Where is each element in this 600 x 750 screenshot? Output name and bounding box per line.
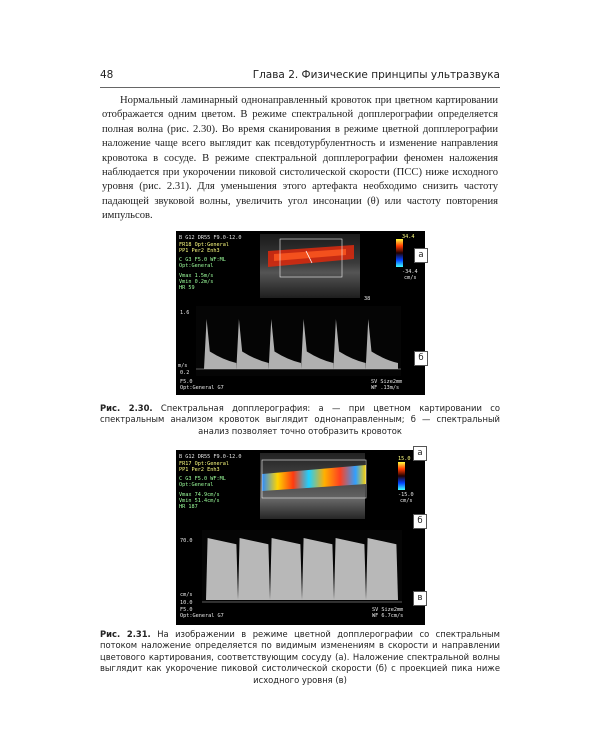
bottom-left-1: F5.0: [180, 379, 193, 385]
caption1-text: Спектральная допплерография: а — при цветном картировании со спектральным анализом кровоток выглядит однонаправленным; б — спектральный анализ позволяет точно отобразить кровоток: [100, 403, 500, 436]
page-number: 48: [100, 69, 114, 81]
axis-unit: cm/s: [180, 592, 193, 598]
bottom-right-2: WF .13m/s: [371, 385, 400, 391]
overlay-line5: Opt:General: [179, 263, 214, 269]
axis-bottom: 10.0: [180, 600, 193, 606]
bottom-right-1: SV Size2mm: [372, 607, 404, 613]
scale-bottom: -15.0: [398, 492, 414, 498]
waveform-cycle: [334, 538, 366, 600]
waveform-cycle: [270, 538, 302, 600]
figure-2-31-svg: [176, 450, 425, 625]
fig2-label-c: в: [413, 591, 427, 606]
figure-2-30-caption: [100, 403, 500, 437]
overlay-line5: Opt:General: [179, 482, 214, 488]
scale-top: 15.0: [398, 456, 411, 462]
figure-2-30-svg: [176, 231, 425, 395]
overlay-line2: FR17 Opt:General: [179, 461, 229, 467]
overlay-line4: C G3 F5.0 WF:ML: [179, 476, 226, 482]
scale-unit: cm/s: [400, 498, 413, 504]
axis-bottom: 0.2: [180, 370, 190, 376]
overlay-line3: PP1 Per2 Enh3: [179, 248, 220, 254]
overlay-line6: Vmax 1.5m/s: [179, 273, 214, 279]
depth-label: 38: [364, 296, 371, 302]
overlay-line8: HR 187: [179, 504, 198, 510]
waveform-cycle: [302, 538, 334, 600]
overlay-line2: FR18 Opt:General: [179, 242, 229, 248]
caption1-label: Рис. 2.30.: [100, 403, 153, 413]
overlay-line7: Vmin 0.2m/s: [179, 279, 214, 285]
bottom-right-2: WF 6.7cm/s: [372, 613, 404, 619]
axis-top: 70.0: [180, 538, 193, 544]
header-divider: [100, 87, 500, 88]
scale-top: 34.4: [402, 234, 415, 240]
overlay-line3: PP1 Per2 Enh3: [179, 467, 220, 473]
waveform-cycle: [206, 538, 238, 600]
color-scale-bar: [396, 239, 403, 267]
overlay-line8: HR 59: [179, 285, 195, 291]
overlay-line7: Vmin 51.4cm/s: [179, 498, 220, 504]
figure-2-31-caption: [100, 629, 500, 686]
scale-unit: cm/s: [404, 275, 417, 281]
caption2-text: На изображении в режиме цветной допплерографии со спектральным потоком наложение определяется по видимым изменениям в скорости и направлении цветового картирования, соответствующим сосуду (а). Наложение спектральной волны выглядит как укорочение пиковой систолической скорости (б) с проекцией пика ниже исходного уровня (в): [100, 629, 500, 685]
axis-top: 1.6: [180, 310, 190, 316]
fig2-label-b: б: [413, 514, 427, 529]
figure-2-31-image: [176, 450, 425, 625]
bottom-right-1: SV Size2mm: [371, 379, 403, 385]
fig1-label-b: б: [414, 351, 428, 366]
fig1-label-a: а: [414, 248, 428, 263]
axis-unit: m/s: [178, 363, 188, 369]
bottom-left-1: F5.0: [180, 607, 193, 613]
overlay-line1: B G12 DR55 F9.0-12.0: [179, 454, 242, 460]
fig2-label-a: а: [413, 446, 427, 461]
waveform-cycle: [366, 538, 398, 600]
overlay-line6: Vmax 74.9cm/s: [179, 492, 220, 498]
figure-2-30-image: [176, 231, 425, 395]
scale-bottom: -34.4: [402, 269, 418, 275]
waveform-cycle: [238, 538, 270, 600]
caption2-label: Рис. 2.31.: [100, 629, 151, 639]
chapter-title: Глава 2. Физические принципы ультразвука: [252, 69, 500, 81]
overlay-line4: C G3 F5.0 WF:ML: [179, 257, 226, 263]
overlay-line1: B G12 DR55 F9.0-12.0: [179, 235, 242, 241]
color-scale-bar: [398, 462, 405, 490]
body-paragraph: Нормальный ламинарный однонаправленный кровоток при цветном картировании отображается одним цветом. В режиме спектральной допплерографии определяется полная волна (рис. 2.30). Во время сканирования в режиме цветной допплерографии наложение чаще всего выглядит как псевдотурбулентность и изменение направления кровотока в сосуде. В режиме спектральной допплерографии феномен наложения наблюдается при укорочении пиковой систолической скорости (ПСС) ниже исходного уровня (рис. 2.31). Для уменьшения этого артефакта необходимо снизить частоту падающей звуковой волны, увеличить угол инсонации (θ) или частоту повторения импульсов.: [102, 95, 498, 222]
bottom-left-2: Opt:General G7: [180, 613, 224, 619]
bottom-left-2: Opt:General G7: [180, 385, 224, 391]
